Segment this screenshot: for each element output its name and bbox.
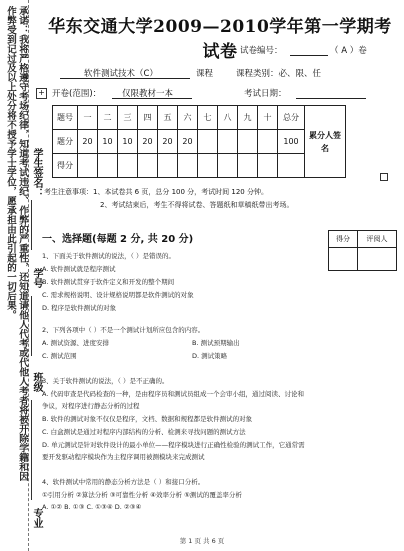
- earned-score-cell[interactable]: [138, 154, 158, 178]
- question-number: 一: [78, 106, 98, 130]
- grader-score-cell[interactable]: [329, 248, 358, 271]
- score-table-row-question: [53, 106, 346, 130]
- score-table: [52, 105, 346, 178]
- question-number: 七: [198, 106, 218, 130]
- grader-name-label: 评阅人: [358, 231, 397, 248]
- open-book-label: 开卷(范围)：: [52, 89, 102, 99]
- earned-score-cell[interactable]: [218, 154, 238, 178]
- question-number: 十: [258, 106, 278, 130]
- exam-title: 华东交通大学2009—2010学年第一学期考试卷: [48, 17, 392, 62]
- total-label: 总分: [278, 106, 305, 130]
- total-points: 100: [278, 130, 305, 154]
- question-option: D. 测试策略: [192, 352, 228, 360]
- integrity-pledge: 承诺：我将严格遵守考场纪律，知道考试违纪、作弊的严重性，还知道请他人代考或代他人考者将被开除学籍和因作弊受到记过及以上处分将不授予学士学位，愿承担由此引起的一切后果。: [5, 6, 28, 481]
- score-table-question-label: 题号: [53, 106, 78, 130]
- earned-score-cell[interactable]: [238, 154, 258, 178]
- grader-score-label: 得分: [329, 231, 358, 248]
- question-number: 五: [158, 106, 178, 130]
- earned-score-cell[interactable]: [98, 154, 118, 178]
- paper-type: （ A ）卷: [330, 46, 367, 56]
- reviewer-signature-label: 累分人签名: [305, 106, 346, 178]
- section-title: 一、选择题(每题 2 分, 共 20 分): [42, 234, 194, 245]
- question-points: 20: [158, 130, 178, 154]
- question-option: B. 软件测试贯穿于软件定义和开发的整个期间: [42, 278, 175, 286]
- question-points: [258, 130, 278, 154]
- question-option: B. 软件的测试对象不仅仅是程序，文档、数据和规程都是软件测试的对象: [42, 415, 253, 423]
- earned-score-cell[interactable]: [158, 154, 178, 178]
- score-table-row-points: [53, 130, 346, 154]
- open-scope-underline: [112, 98, 192, 99]
- student-signature-label: 学生签名：: [31, 148, 42, 198]
- corner-mark: [380, 173, 388, 181]
- question-stem: 3、关于软件测试的说法，（ ）是不正确的。: [42, 377, 169, 385]
- question-points: 10: [118, 130, 138, 154]
- question-option: B. 测试预期输出: [192, 339, 240, 347]
- question-points: 20: [178, 130, 198, 154]
- class-label: 班级: [31, 372, 42, 392]
- earned-total-cell[interactable]: [278, 154, 305, 178]
- exam-notice-line2: 2、考试结束后，考生不得将试卷、答题纸和草稿纸带出考场。: [100, 201, 294, 209]
- question-option: C. 测试范围: [42, 352, 77, 360]
- class-line: [31, 400, 32, 500]
- question-number: 二: [98, 106, 118, 130]
- signature-line: [31, 200, 32, 250]
- question-option: 要开发驱动程序模块作为主程序调用被测模块来完成测试: [42, 453, 205, 461]
- question-number: 六: [178, 106, 198, 130]
- question-points: 20: [138, 130, 158, 154]
- question-stem: 1、下面关于软件测试的说法，（ ）是错误的。: [42, 252, 175, 260]
- anchor-plus-icon: +: [36, 88, 47, 99]
- student-id-label: 学号: [31, 268, 42, 288]
- question-number: 九: [238, 106, 258, 130]
- paper-number-field: [290, 55, 328, 56]
- question-option: C. 需求规格说明、设计规格说明都是软件测试的对象: [42, 291, 194, 299]
- earned-score-cell[interactable]: [78, 154, 98, 178]
- exam-date-field: [296, 98, 366, 99]
- course-name: 软件测试技术（C）: [84, 69, 158, 79]
- question-stem: 2、下列各项中（ ）不是一个测试计划所应包含的内容。: [42, 326, 205, 334]
- major-label: 专业: [31, 508, 42, 528]
- question-option: 争议，对程序进行静态分析的过程: [42, 402, 140, 410]
- question-number: 四: [138, 106, 158, 130]
- question-number: 八: [218, 106, 238, 130]
- grader-name-cell[interactable]: [358, 248, 397, 271]
- question-option: C. 白盒测试是通过对程序内部结构的分析、检测来寻找问题的测试方法: [42, 428, 246, 436]
- question-option: A. 测试资源、进度安排: [42, 339, 109, 347]
- paper-number-label: 试卷编号：: [240, 46, 283, 56]
- question-option: ①引用分析 ②算法分析 ③可靠性分析 ④效率分析 ⑤测试的覆盖率分析: [42, 491, 242, 499]
- grader-table: [328, 230, 397, 271]
- score-table-earned-label: 得分: [53, 154, 78, 178]
- question-points: [198, 130, 218, 154]
- question-points: [218, 130, 238, 154]
- student-id-line: [31, 296, 32, 356]
- question-points: 10: [98, 130, 118, 154]
- score-table-row-earned: [53, 154, 346, 178]
- exam-date-label: 考试日期：: [244, 89, 287, 99]
- page-footer: 第 1 页 共 6 页: [179, 537, 225, 545]
- question-points: 20: [78, 130, 98, 154]
- earned-score-cell[interactable]: [258, 154, 278, 178]
- course-label: 课程: [196, 69, 214, 79]
- course-name-underline: [60, 78, 190, 79]
- question-number: 三: [118, 106, 138, 130]
- exam-notice-line1: 考生注意事项：1、本试卷共 6 页，总分 100 分，考试时间 120 分钟。: [44, 188, 268, 196]
- question-option: A. 代码审查是代码检查的一种，是由程序员和测试员组成一个会审小组，通过阅读、讨论和: [42, 390, 304, 398]
- open-book-scope: 仅限教材一本: [122, 89, 174, 99]
- course-type: 课程类别：必、限、任: [236, 69, 322, 79]
- score-table-points-label: 题分: [53, 130, 78, 154]
- earned-score-cell[interactable]: [118, 154, 138, 178]
- question-option: A. ①② B. ①③ C. ①③④ D. ②③④: [42, 503, 142, 511]
- question-stem: 4、软件测试中常用的静态分析方法是（ ）和接口分析。: [42, 478, 205, 486]
- question-option: D. 程序是软件测试的对象: [42, 304, 117, 312]
- question-option: A. 软件测试就是程序测试: [42, 265, 116, 273]
- earned-score-cell[interactable]: [178, 154, 198, 178]
- question-points: [238, 130, 258, 154]
- earned-score-cell[interactable]: [198, 154, 218, 178]
- question-option: D. 单元测试是针对软件设计的最小单位——程序模块进行正确性检验的测试工作，它通常需: [42, 441, 305, 449]
